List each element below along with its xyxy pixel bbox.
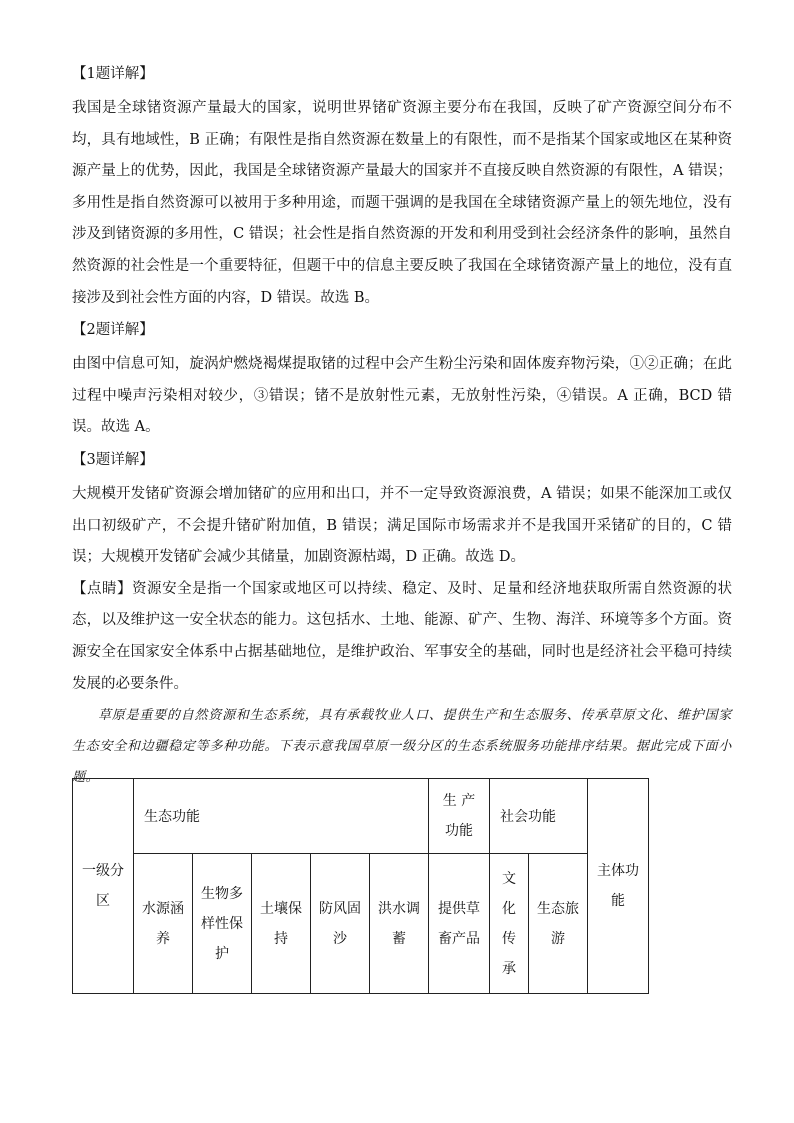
col-flood-regulation: 洪水调蓄 bbox=[370, 854, 429, 994]
q2-explanation: 由图中信息可知，旋涡炉燃烧褐煤提取锗的过程中会产生粉尘污染和固体废弃物污染，①②正确；在此过程中噪声污染相对较少，③错误；锗不是放射性元素，无放射性污染，④错误。A 正确，BCD 错误。故选 A。 bbox=[72, 356, 732, 436]
document-page bbox=[72, 62, 732, 793]
q2-heading: 【2题详解】 bbox=[72, 322, 154, 339]
header-production-function: 生 产 功能 bbox=[429, 779, 490, 854]
col-water-conservation: 水源涵养 bbox=[134, 854, 193, 994]
col-windbreak: 防风固沙 bbox=[311, 854, 370, 994]
col-forage-products: 提供草畜产品 bbox=[429, 854, 490, 994]
header-social-functions: 社会功能 bbox=[490, 779, 588, 854]
tip-paragraph: 【点睛】资源安全是指一个国家或地区可以持续、稳定、及时、足量和经济地获取所需自然资源的状态，以及维护这一安全状态的能力。这包括水、土地、能源、矿产、生物、海洋、环境等多个方面。资源安全在国家安全体系中占据基础地位，是维护政治、军事安全的基础，同时也是经济社会平稳可持续发展的必要条件。 bbox=[72, 580, 732, 692]
col-biodiversity: 生物多样性保护 bbox=[193, 854, 252, 994]
q1-heading: 【1题详解】 bbox=[72, 66, 154, 82]
col-eco-tourism: 生态旅游 bbox=[529, 854, 588, 994]
header-zone: 一级分区 bbox=[73, 779, 134, 994]
q3-explanation: 大规模开发锗矿资源会增加锗矿的应用和出口，并不一定导致资源浪费，A 错误；如果不能深加工或仅出口初级矿产，不会提升锗矿附加值，B 错误；满足国际市场需求并不是我国开采锗矿的目的，C 错误；大规模开发锗矿会减少其储量，加剧资源枯竭，D 正确。故选 D。 bbox=[72, 485, 732, 566]
q1-explanation: 我国是全球锗资源产量最大的国家，说明世界锗矿资源主要分布在我国，反映了矿产资源空间分布不均，具有地域性，B 正确；有限性是指自然资源在数量上的有限性，而不是指某个国家或地区在某种资源产量上的优势，因此，我国是全球锗资源产量最大的国家并不直接反映自然资源的有限性，A 错误；多用性是指自然资源可以被用于多种用途，而题干强调的是我国在全球锗资源产量上的领先地位，没有涉及到锗资源的多用性，C 错误；社会性是指自然资源的开发和利用受到社会经济条件的影响，虽然自然资源的社会性是一个重要特征，但题干中的信息主要反映了我国在全球锗资源产量上的地位，没有直接涉及到社会性方面的内容，D 错误。故选 B。 bbox=[72, 100, 732, 306]
col-soil-conservation: 土壤保持 bbox=[252, 854, 311, 994]
header-eco-functions: 生态功能 bbox=[134, 779, 429, 854]
header-main-function: 主体功能 bbox=[588, 779, 649, 994]
question-intro: 草原是重要的自然资源和生态系统，具有承载牧业人口、提供生产和生态服务、传承草原文化、维护国家生态安全和边疆稳定等多种功能。下表示意我国草原一级分区的生态系统服务功能排序结果。据此完成下面小题。 bbox=[72, 708, 732, 786]
col-cultural-heritage: 文化传承 bbox=[490, 854, 529, 994]
q3-heading: 【3题详解】 bbox=[72, 451, 154, 468]
grassland-function-table bbox=[72, 778, 649, 994]
